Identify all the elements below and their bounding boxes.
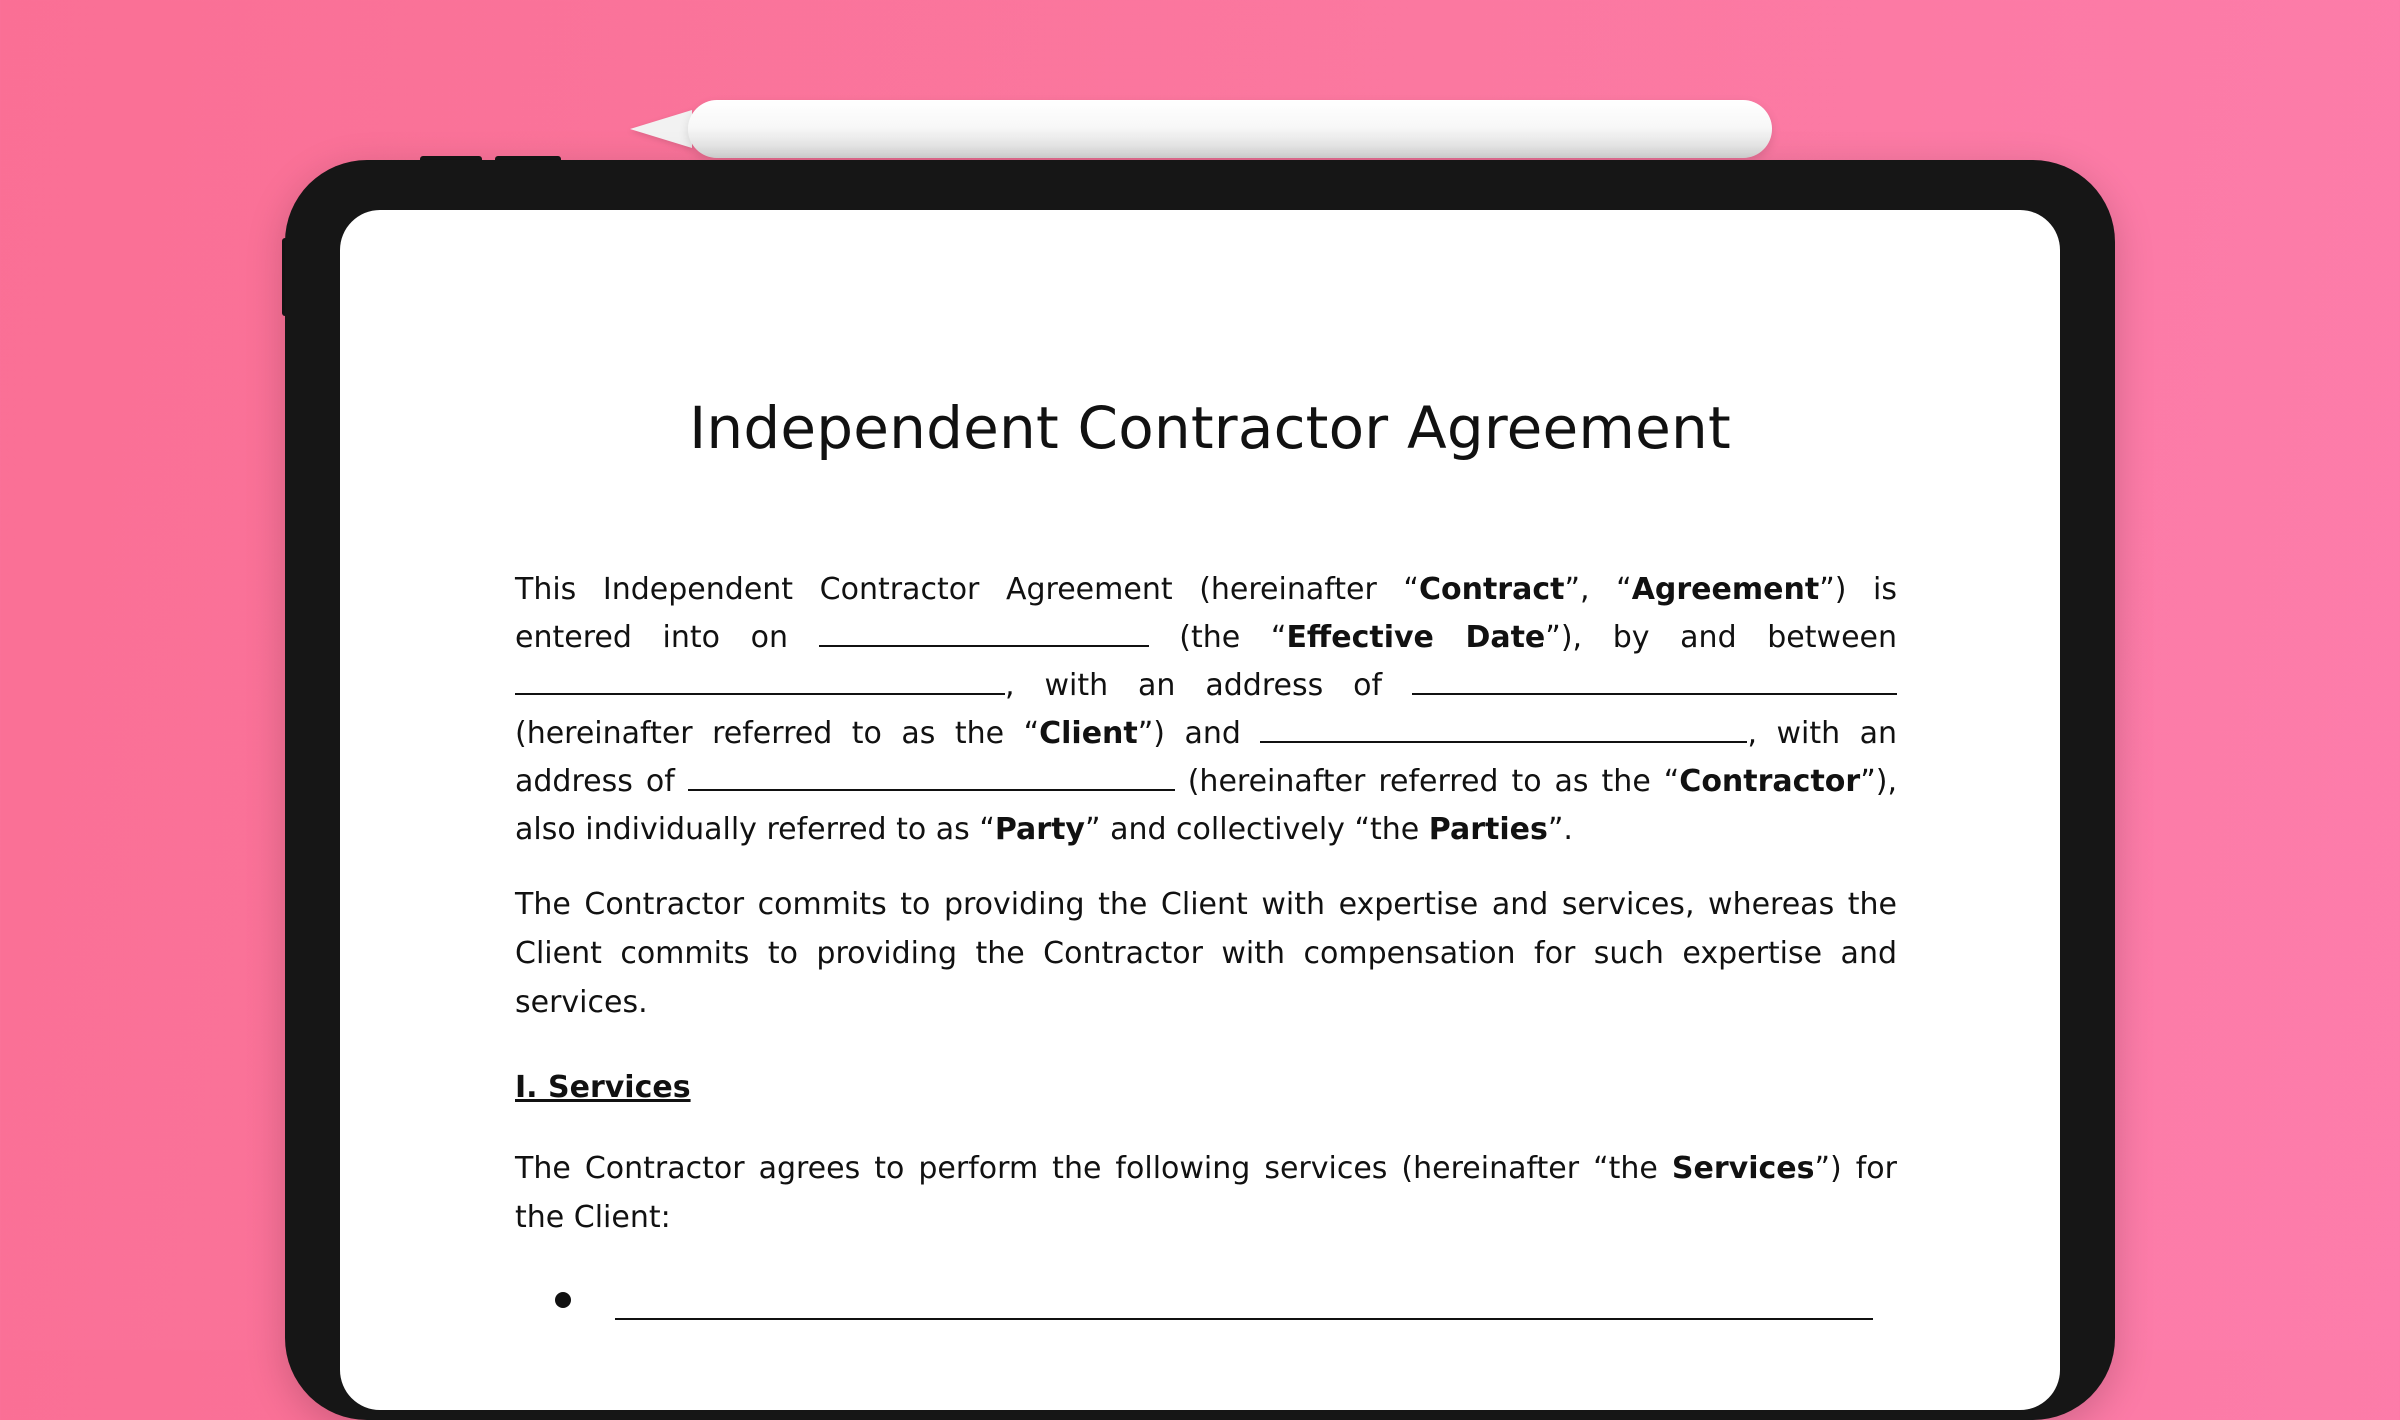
commitment-paragraph: The Contractor commits to providing the Client with expertise and services, whereas the Client commits to providing the Contractor with compensation for such expertise and services.: [515, 887, 1897, 1020]
client-address-blank[interactable]: [1412, 663, 1897, 695]
services-list-item: [555, 1282, 1905, 1322]
intro-paragraph: This Independent Contractor Agreement (hereinafter “Contract”, “Agreement”) is entered into on (the “Effective Date”), by and between , with an address of (hereinafter referred to as the “Client”) and , with an address of (hereinafter referred to as the “Contractor”), also individually referred to as “Party” and collectively “the Parties”.: [515, 572, 1897, 847]
client-name-blank[interactable]: [515, 663, 1005, 695]
document-title: Independent Contractor Agreement: [689, 394, 1731, 462]
services-paragraph: The Contractor agrees to perform the following services (hereinafter “the Services”) for the Client:: [515, 1151, 1897, 1235]
stylus-body: [688, 100, 1772, 158]
contractor-address-blank[interactable]: [688, 759, 1175, 791]
bullet-icon: [555, 1292, 571, 1308]
apple-pencil-stylus: [630, 100, 1772, 158]
stylus-tip: [630, 110, 692, 148]
section-heading-services: I. Services: [515, 1070, 691, 1105]
service-blank[interactable]: [615, 1318, 1873, 1320]
contractor-name-blank[interactable]: [1260, 711, 1747, 743]
effective-date-blank[interactable]: [819, 615, 1149, 647]
tablet-device: [285, 160, 2115, 1420]
tablet-screen: [340, 210, 2060, 1410]
